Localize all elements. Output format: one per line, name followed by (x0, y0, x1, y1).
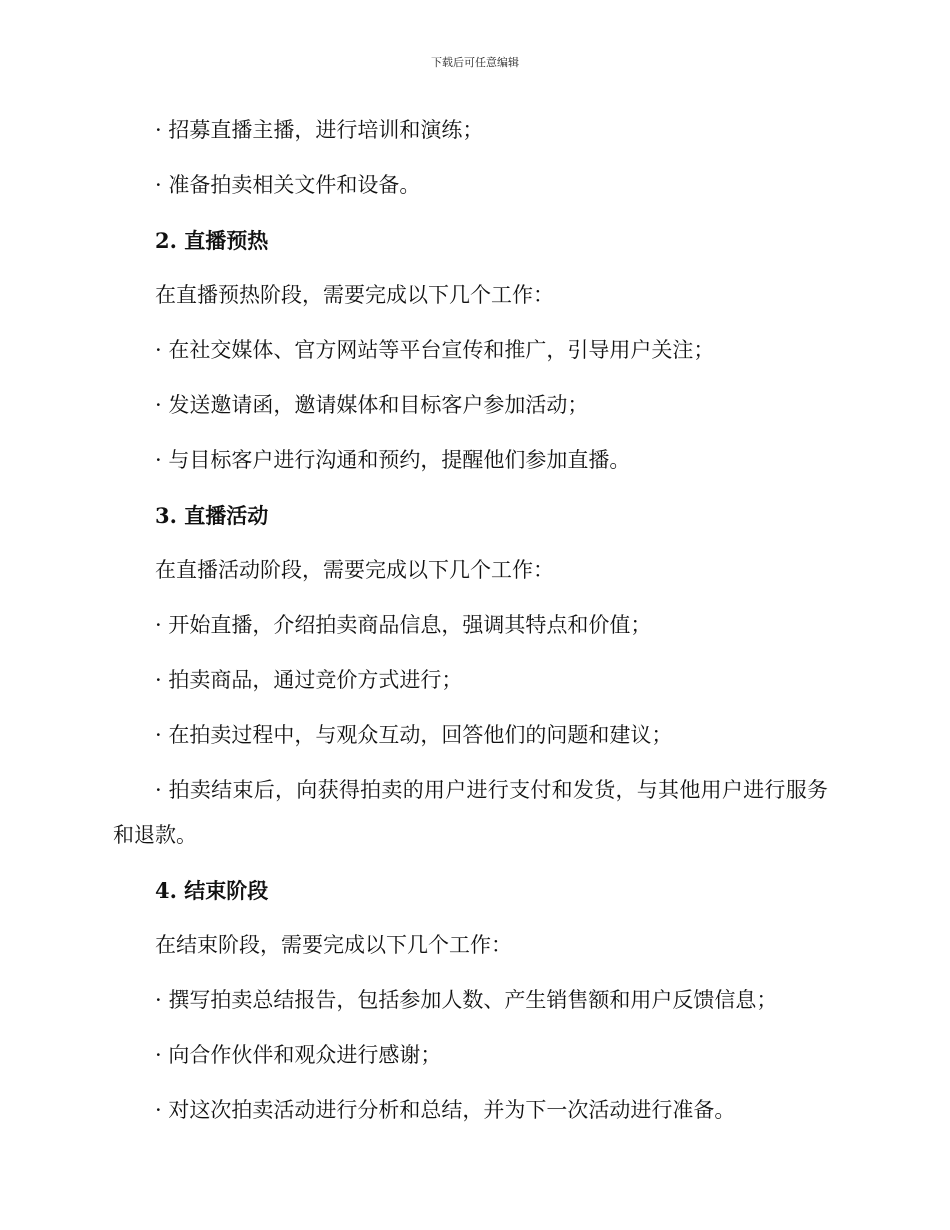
bullet-item: · 向合作伙伴和观众进行感谢； (155, 1043, 442, 1067)
page-header: 下载后可任意编辑 (431, 56, 519, 69)
bullet-item: · 准备拍卖相关文件和设备。 (155, 173, 421, 197)
bullet-item: · 在社交媒体、官方网站等平台宣传和推广，引导用户关注； (155, 338, 715, 362)
bullet-item: · 在拍卖过程中，与观众互动，回答他们的问题和建议； (155, 723, 673, 747)
section-intro: 在直播预热阶段，需要完成以下几个工作： (155, 283, 554, 307)
bullet-item: · 撰写拍卖总结报告，包括参加人数、产生销售额和用户反馈信息； (155, 988, 778, 1012)
document-body (113, 108, 828, 1143)
section-heading: 3. 直播活动 (155, 503, 269, 528)
section-heading: 2. 直播预热 (155, 228, 269, 253)
bullet-paragraph: · 拍卖结束后，向获得拍卖的用户进行支付和发货，与其他用户进行服务和退款。 (113, 778, 828, 847)
bullet-item: · 发送邀请函，邀请媒体和目标客户参加活动； (155, 393, 589, 417)
bullet-item: · 对这次拍卖活动进行分析和总结，并为下一次活动进行准备。 (155, 1098, 736, 1122)
bullet-item: · 与目标客户进行沟通和预约，提醒他们参加直播。 (155, 448, 631, 472)
bullet-item: · 招募直播主播，进行培训和演练； (155, 118, 484, 142)
bullet-item: · 开始直播，介绍拍卖商品信息，强调其特点和价值； (155, 613, 652, 637)
section-intro: 在结束阶段，需要完成以下几个工作： (155, 933, 512, 957)
section-heading: 4. 结束阶段 (155, 878, 269, 903)
bullet-item: · 拍卖商品，通过竞价方式进行； (155, 668, 463, 692)
section-intro: 在直播活动阶段，需要完成以下几个工作： (155, 558, 554, 582)
